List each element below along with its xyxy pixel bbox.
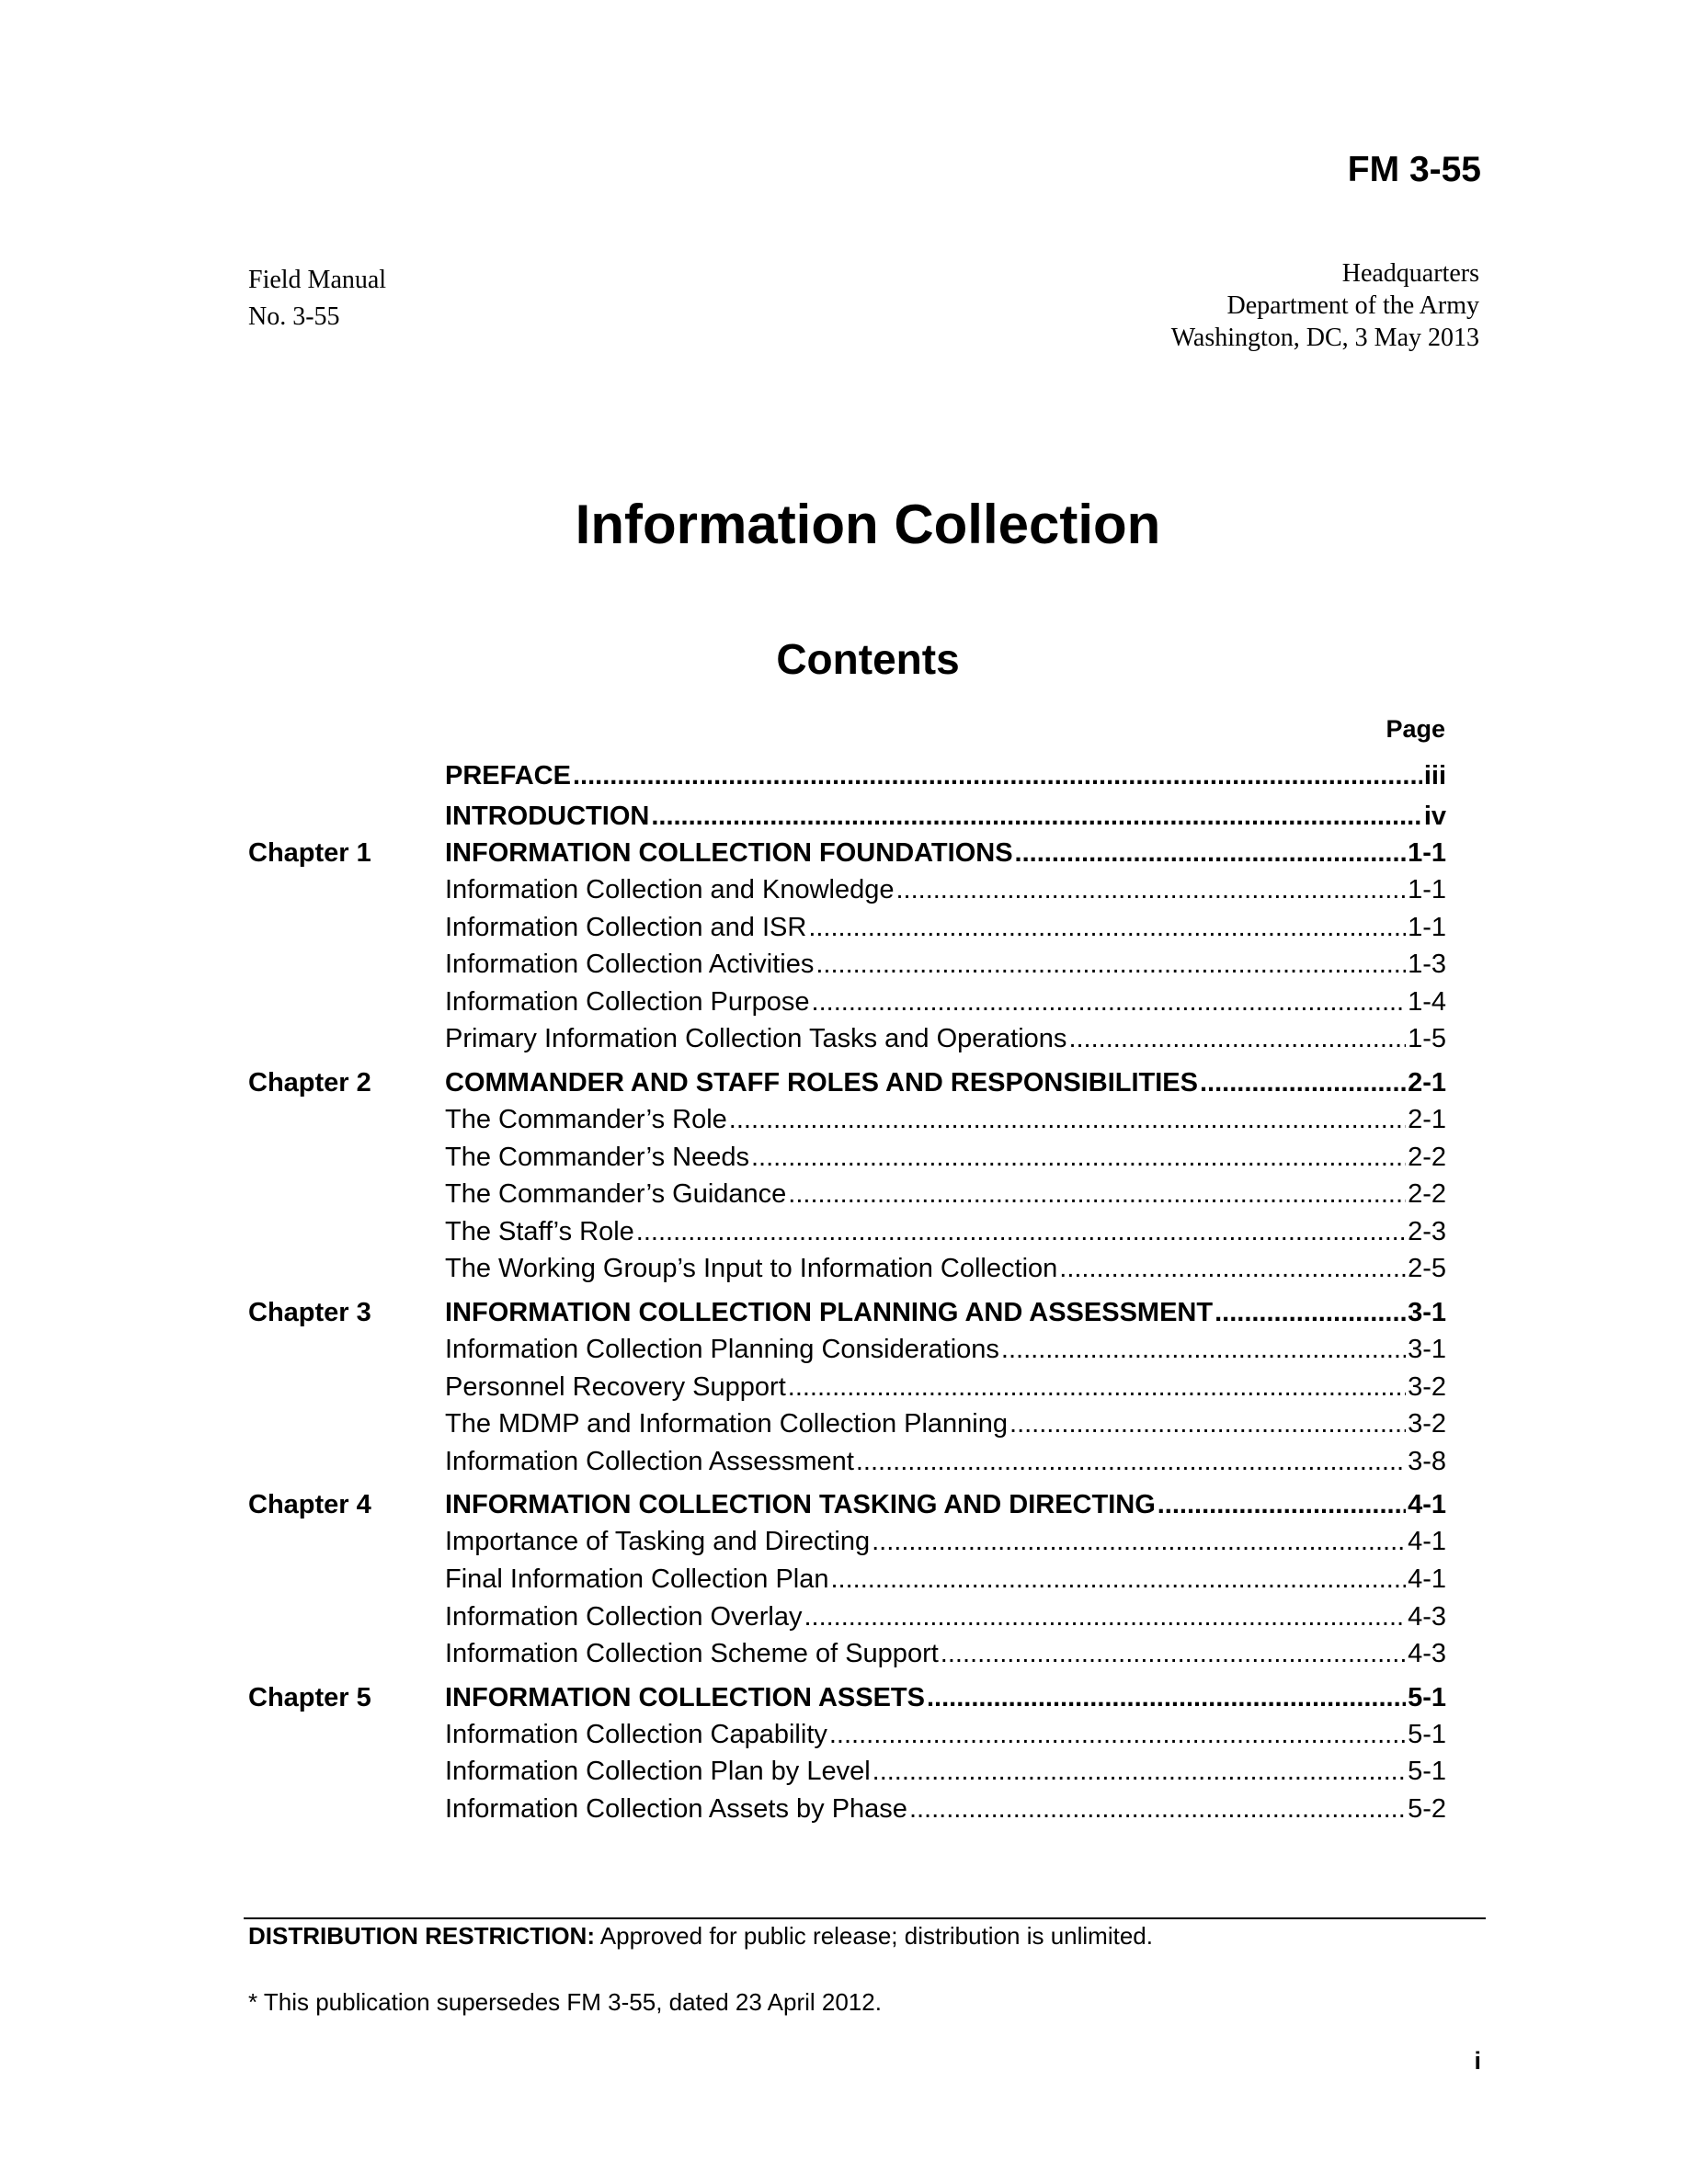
- toc-entry-page: 5-1: [1408, 1682, 1446, 1712]
- toc-section[interactable]: [445, 1101, 1446, 1139]
- toc-entry-title: INFORMATION COLLECTION FOUNDATIONS: [445, 838, 1013, 868]
- location-date-line: Washington, DC, 3 May 2013: [1170, 324, 1479, 352]
- document-id: FM 3-55: [1347, 150, 1481, 189]
- dot-leader: [804, 1598, 1406, 1636]
- toc-entry-page: iv: [1423, 802, 1446, 831]
- dot-leader: [872, 1523, 1406, 1561]
- dot-leader: [1059, 1250, 1406, 1288]
- dot-leader: [788, 1369, 1406, 1406]
- toc-entry-page: 2-1: [1408, 1067, 1446, 1098]
- field-manual-number: No. 3-55: [248, 302, 340, 331]
- toc-entry-title: The Working Group’s Input to Information Collection: [445, 1254, 1058, 1284]
- toc-entry-title: INFORMATION COLLECTION ASSETS: [445, 1682, 925, 1712]
- toc-entry-title: Importance of Tasking and Directing: [445, 1527, 871, 1557]
- dot-leader: [815, 946, 1406, 984]
- toc-section[interactable]: [445, 1561, 1446, 1598]
- chapter-label: Chapter 4: [248, 1490, 371, 1520]
- toc-section[interactable]: [445, 1250, 1446, 1288]
- toc-entry-title: INFORMATION COLLECTION PLANNING AND ASSESSMENT: [445, 1297, 1214, 1327]
- contents-heading: Contents: [776, 635, 960, 683]
- toc-section[interactable]: [445, 1331, 1446, 1369]
- toc-chapter-title[interactable]: [445, 1294, 1446, 1331]
- toc-section[interactable]: [445, 1791, 1446, 1828]
- toc-entry-page: 1-5: [1408, 1024, 1446, 1054]
- toc-entry-title: PREFACE: [445, 761, 571, 791]
- dot-leader: [808, 909, 1406, 947]
- toc-section[interactable]: [445, 1523, 1446, 1561]
- toc-entry-title: Information Collection Overlay: [445, 1601, 803, 1632]
- toc-section[interactable]: [445, 984, 1446, 1021]
- toc-chapter-2: [248, 1064, 1446, 1288]
- dot-leader: [729, 1101, 1406, 1139]
- toc-entry-title: Information Collection Activities: [445, 950, 815, 980]
- toc-entry-page: 1-4: [1408, 986, 1446, 1017]
- dot-leader: [1215, 1294, 1406, 1331]
- toc-entry-title: Information Collection Planning Considerations: [445, 1334, 999, 1364]
- footer-divider: [244, 1917, 1486, 1919]
- distribution-text: Approved for public release; distribution is unlimited.: [595, 1922, 1153, 1950]
- dot-leader: [909, 1791, 1406, 1828]
- chapter-label: Chapter 3: [248, 1297, 371, 1327]
- toc-section[interactable]: [445, 1176, 1446, 1213]
- toc-entry-page: 5-2: [1408, 1793, 1446, 1824]
- toc-entry-title: The Commander’s Needs: [445, 1142, 749, 1172]
- dot-leader: [941, 1635, 1406, 1673]
- dot-leader: [1200, 1064, 1406, 1101]
- dot-leader: [927, 1679, 1406, 1716]
- dot-leader: [1001, 1331, 1406, 1369]
- toc-entry-page: 4-1: [1408, 1490, 1446, 1520]
- dot-leader: [751, 1139, 1406, 1177]
- toc-chapter-5: [248, 1679, 1446, 1828]
- toc-section[interactable]: [445, 909, 1446, 947]
- toc-entry-introduction[interactable]: [445, 794, 1446, 835]
- toc-section[interactable]: [445, 1213, 1446, 1251]
- field-manual-label: Field Manual: [248, 266, 387, 294]
- toc-entry-page: 3-8: [1408, 1446, 1446, 1476]
- chapter-label: Chapter 2: [248, 1067, 371, 1098]
- toc-entry-page: 2-5: [1408, 1254, 1446, 1284]
- toc-entry-page: 5-1: [1408, 1719, 1446, 1749]
- toc-entry-title: Final Information Collection Plan: [445, 1564, 829, 1594]
- toc-entry-page: 4-1: [1408, 1564, 1446, 1594]
- toc-section[interactable]: [445, 1635, 1446, 1673]
- headquarters-line: Headquarters: [1341, 259, 1479, 288]
- toc-entry-page: iii: [1423, 761, 1446, 791]
- toc-entry-title: Primary Information Collection Tasks and Operations: [445, 1024, 1067, 1054]
- toc-entry-page: 3-2: [1408, 1409, 1446, 1439]
- toc-chapter-4: [248, 1486, 1446, 1672]
- toc-entry-page: 4-3: [1408, 1639, 1446, 1669]
- toc-entry-page: 4-3: [1408, 1601, 1446, 1632]
- toc-entry-title: Information Collection and Knowledge: [445, 875, 895, 904]
- table-of-contents: [248, 754, 1446, 1827]
- toc-entry-title: Information Collection Purpose: [445, 986, 810, 1017]
- toc-entry-page: 2-2: [1408, 1179, 1446, 1210]
- toc-entry-title: Information Collection Plan by Level: [445, 1757, 871, 1787]
- toc-front-matter: [248, 754, 1446, 835]
- toc-section[interactable]: [445, 1443, 1446, 1481]
- toc-entry-page: 2-1: [1408, 1104, 1446, 1134]
- dot-leader: [829, 1716, 1406, 1754]
- toc-section[interactable]: [445, 1020, 1446, 1058]
- toc-entry-page: 2-2: [1408, 1142, 1446, 1172]
- toc-entry-title: COMMANDER AND STAFF ROLES AND RESPONSIBILITIES: [445, 1067, 1198, 1098]
- dot-leader: [1009, 1405, 1406, 1443]
- supersedes-note: * This publication supersedes FM 3-55, dated 23 April 2012.: [248, 1988, 882, 2016]
- toc-entry-page: 1-1: [1408, 912, 1446, 942]
- toc-entry-title: The Commander’s Role: [445, 1104, 727, 1134]
- toc-entry-preface[interactable]: [445, 754, 1446, 794]
- dot-leader: [895, 871, 1406, 909]
- toc-section[interactable]: [445, 1716, 1446, 1754]
- dot-leader: [573, 757, 1422, 794]
- toc-chapter-title[interactable]: [445, 835, 1446, 871]
- toc-entry-page: 1-1: [1408, 875, 1446, 904]
- toc-entry-page: 5-1: [1408, 1757, 1446, 1787]
- toc-chapter-title[interactable]: [445, 1486, 1446, 1523]
- toc-entry-title: The Staff’s Role: [445, 1216, 634, 1246]
- toc-chapter-1: [248, 835, 1446, 1058]
- dot-leader: [1158, 1486, 1406, 1523]
- chapter-label: Chapter 5: [248, 1682, 371, 1712]
- toc-entry-title: Information Collection Assets by Phase: [445, 1793, 907, 1824]
- dot-leader: [1068, 1020, 1406, 1058]
- toc-entry-page: 3-1: [1408, 1297, 1446, 1327]
- toc-entry-title: The Commander’s Guidance: [445, 1179, 787, 1210]
- toc-section[interactable]: [445, 1369, 1446, 1406]
- toc-entry-title: Information Collection Capability: [445, 1719, 827, 1749]
- dot-leader: [812, 984, 1407, 1021]
- toc-entry-page: 1-3: [1408, 950, 1446, 980]
- toc-entry-page: 3-2: [1408, 1371, 1446, 1402]
- toc-section[interactable]: [445, 871, 1446, 909]
- toc-entry-title: Personnel Recovery Support: [445, 1371, 786, 1402]
- dot-leader: [651, 798, 1421, 835]
- toc-section[interactable]: [445, 1598, 1446, 1636]
- dot-leader: [636, 1213, 1406, 1251]
- dot-leader: [788, 1176, 1406, 1213]
- toc-section[interactable]: [445, 1753, 1446, 1791]
- distribution-label: DISTRIBUTION RESTRICTION:: [248, 1922, 595, 1950]
- toc-entry-title: Information Collection and ISR: [445, 912, 807, 942]
- page-number: i: [1474, 2047, 1481, 2075]
- toc-entry-title: Information Collection Scheme of Support: [445, 1639, 939, 1669]
- dot-leader: [873, 1753, 1406, 1791]
- dot-leader: [856, 1443, 1406, 1481]
- page-column-label: Page: [1386, 715, 1445, 743]
- toc-chapter-title[interactable]: [445, 1679, 1446, 1716]
- toc-entry-title: INTRODUCTION: [445, 802, 650, 831]
- toc-entry-page: 2-3: [1408, 1216, 1446, 1246]
- document-title: Information Collection: [575, 494, 1161, 555]
- field-manual-block: [248, 262, 386, 336]
- dot-leader: [830, 1561, 1406, 1598]
- toc-entry-page: 4-1: [1408, 1527, 1446, 1557]
- dot-leader: [1015, 835, 1407, 871]
- toc-entry-title: Information Collection Assessment: [445, 1446, 854, 1476]
- headquarters-block: [1171, 257, 1479, 354]
- toc-entry-title: INFORMATION COLLECTION TASKING AND DIRECTING: [445, 1490, 1156, 1520]
- toc-entry-page: 1-1: [1408, 838, 1446, 868]
- toc-entry-page: 3-1: [1408, 1334, 1446, 1364]
- department-line: Department of the Army: [1226, 291, 1479, 320]
- distribution-restriction: [248, 1922, 1153, 1951]
- toc-section[interactable]: [445, 946, 1446, 984]
- toc-chapter-3: [248, 1294, 1446, 1480]
- toc-section[interactable]: [445, 1139, 1446, 1177]
- chapter-label: Chapter 1: [248, 838, 371, 868]
- toc-section[interactable]: [445, 1405, 1446, 1443]
- toc-chapter-title[interactable]: [445, 1064, 1446, 1101]
- toc-entry-title: The MDMP and Information Collection Planning: [445, 1409, 1009, 1439]
